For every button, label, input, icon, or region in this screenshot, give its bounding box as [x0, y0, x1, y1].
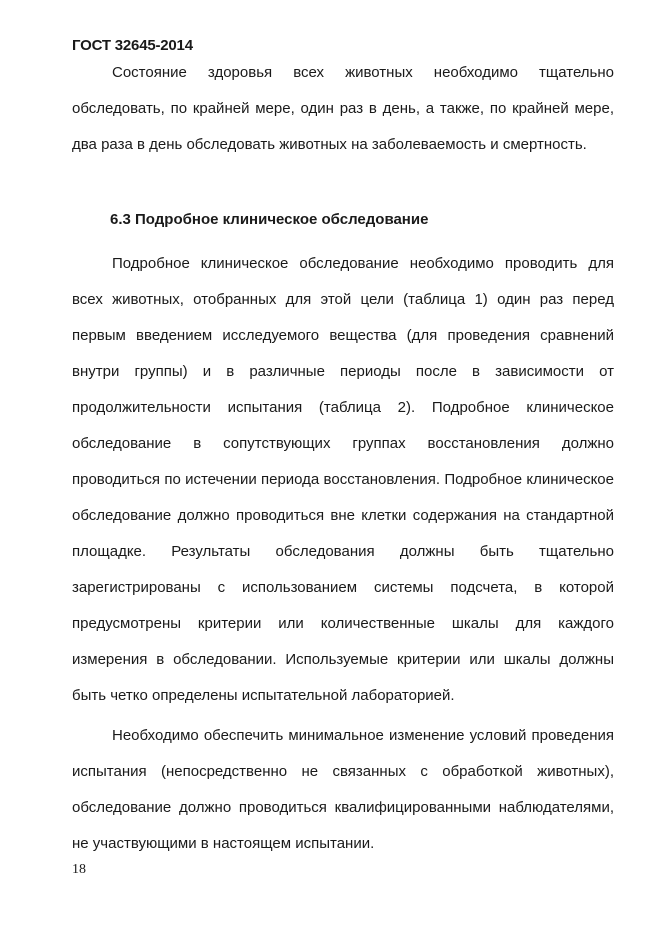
document-code-header: ГОСТ 32645-2014 — [72, 37, 193, 54]
paragraph-testing-conditions: Необходимо обеспечить минимальное изменение условий проведения испытания (непосредственно не связанных с обработкой животных), обследование должно проводиться квалифицированными наблюдателями, не участвующими в настоящем испытании. — [72, 727, 614, 852]
page-number: 18 — [72, 862, 86, 877]
paragraph-health-monitoring: Состояние здоровья всех животных необходимо тщательно обследовать, по крайней мере, один раз в день, а также, по крайней мере, два раза в день обследовать животных на заболеваемость и смертность. — [72, 64, 614, 153]
paragraph-clinical-examination: Подробное клиническое обследование необходимо проводить для всех животных, отобранных для этой цели (таблица 1) один раз перед первым введением исследуемого вещества (для проведения сравнений внутри группы) и в различные периоды после в зависимости от продолжительности испытания (таблица 2). Подробное клиническое обследование в сопутствующих группах восстановления должно проводиться по истечении периода восстановления. Подробное клиническое обследование должно проводиться вне клетки содержания на стандартной площадке. Результаты обследования должны быть тщательно зарегистрированы с использованием системы подсчета, в которой предусмотрены критерии или количественные шкалы для каждого измерения в обследовании. Используемые критерии или шкалы должны быть четко определены испытательной лабораторией. — [72, 255, 614, 704]
section-heading: 6.3 Подробное клиническое обследование — [110, 211, 429, 228]
